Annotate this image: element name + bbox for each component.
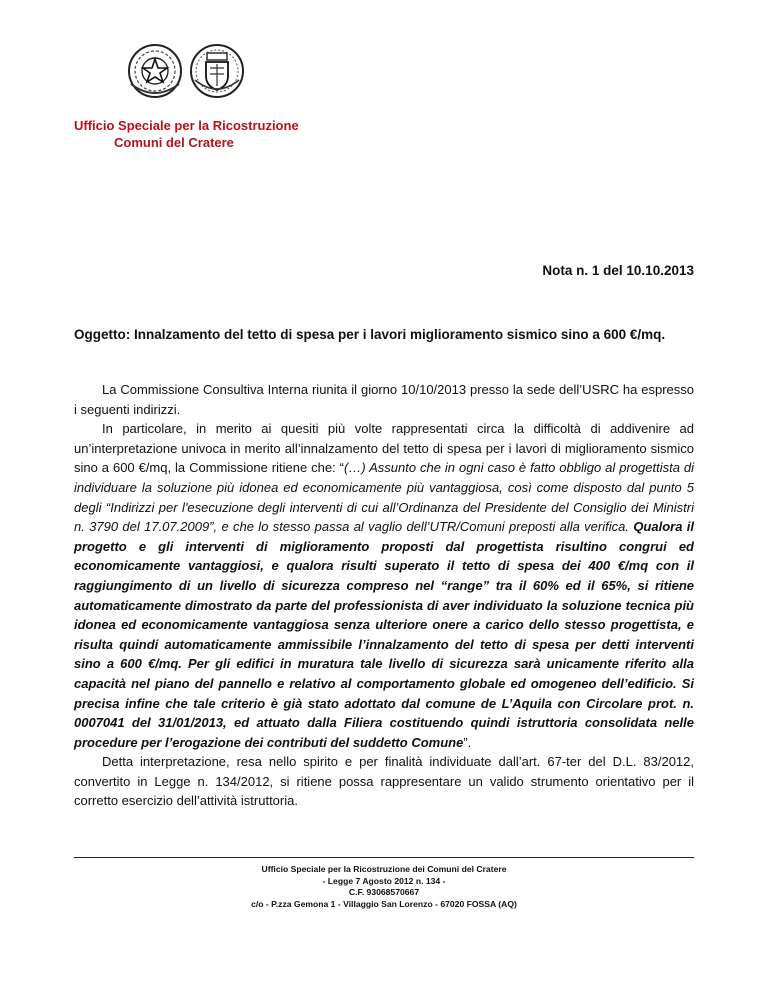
footer-line2: - Legge 7 Agosto 2012 n. 134 - (322, 875, 446, 886)
footer-line3: C.F. 93068570667 (348, 887, 420, 897)
document-subject: Oggetto: Innalzamento del tetto di spesa per i lavori miglioramento sismico sino a 600 €/mq. (74, 327, 666, 342)
header-emblems (122, 40, 252, 102)
footer-divider (74, 857, 694, 858)
paragraph-2-intro: In particolare, in merito ai quesiti più volte rappresentati circa la difficoltà di addivenire ad un’interpretazione univoca in merito all’innalzamento del tetto di spesa per i lavori di miglioramento sismico sino a 600 €/mq, la Commissione ritiene che: “ (74, 421, 694, 476)
document-reference: Nota n. 1 del 10.10.2013 (542, 263, 694, 278)
paragraph-2-close: ”. (463, 734, 472, 750)
body-paragraph-3: Detta interpretazione, resa nello spirito e per finalità individuate dall’art. 67-ter del D.L. 83/2012, convertito in Legge n. 134/2012, si ritiene possa rappresentare un valido strumento orientativo per il corretto esercizio dell’attività istruttoria. (74, 754, 694, 809)
footer (74, 864, 694, 910)
body-paragraph-1: La Commissione Consultiva Interna riunita il giorno 10/10/2013 presso la sede dell’USRC ha espresso i seguenti indirizzi. (74, 382, 694, 417)
footer-line4: c/o - P.zza Gemona 1 - Villaggio San Lorenzo - 67020 FOSSA (AQ) (251, 898, 517, 909)
body-paragraph-2 (74, 419, 694, 752)
italian-republic-emblem-icon (129, 45, 181, 97)
document-body (74, 380, 694, 811)
footer-line1: Ufficio Speciale per la Ricostruzione dei Comuni del Cratere (261, 864, 507, 874)
paragraph-2-quote-italic: (…) Assunto che in ogni caso è fatto obbligo al progettista di individuare la soluzione più idonea ed economicamente più vantaggiosa, così come disposto dal punto 5 degli “Indirizzi per l'esecuzione degli interventi di cui all’Ordinanza del Presidente del Consiglio dei Ministri n. 3790 del 17.07.2009”, e che lo stesso passa al vaglio dell’UTR/Comuni preposti alla verifica. (74, 460, 694, 535)
office-name-line1: Ufficio Speciale per la Ricostruzione (74, 118, 299, 133)
issuing-office (74, 117, 299, 151)
office-name-line2: Comuni del Cratere (114, 135, 234, 150)
municipal-coat-of-arms-icon (191, 45, 243, 97)
paragraph-2-quote-bold: Qualora il progetto e gli interventi di miglioramento proposti dal progettista risultino congrui ed economicamente vantaggiosi, e qualora risulti superato il tetto di spesa dei 400 €/mq con il raggiungimento di un livello di sicurezza compreso nel “range” tra il 60% ed il 65%, si ritiene automaticamente dimostrato da parte del professionista di aver individuato la soluzione tecnica più idonea ed economicamente vantaggiosa senza ulteriore onere a carico dello stesso progettista, e risulta quindi automaticamente ammissibile l’innalzamento del tetto di spesa per detti interventi sino a 600 €/mq. Per gli edifici in muratura tale livello di sicurezza sarà unicamente riferito alla capacità nel piano del pannello e relativo al comportamento globale ed omogeneo dell’edificio. Si precisa infine che tale criterio è già stato adottato dal comune de L’Aquila con Circolare prot. n. 0007041 del 31/01/2013, ed attuato dalla Filiera costituendo quindi istruttoria consolidata nelle procedure per l’erogazione dei contributi del suddetto Comune (74, 519, 695, 750)
